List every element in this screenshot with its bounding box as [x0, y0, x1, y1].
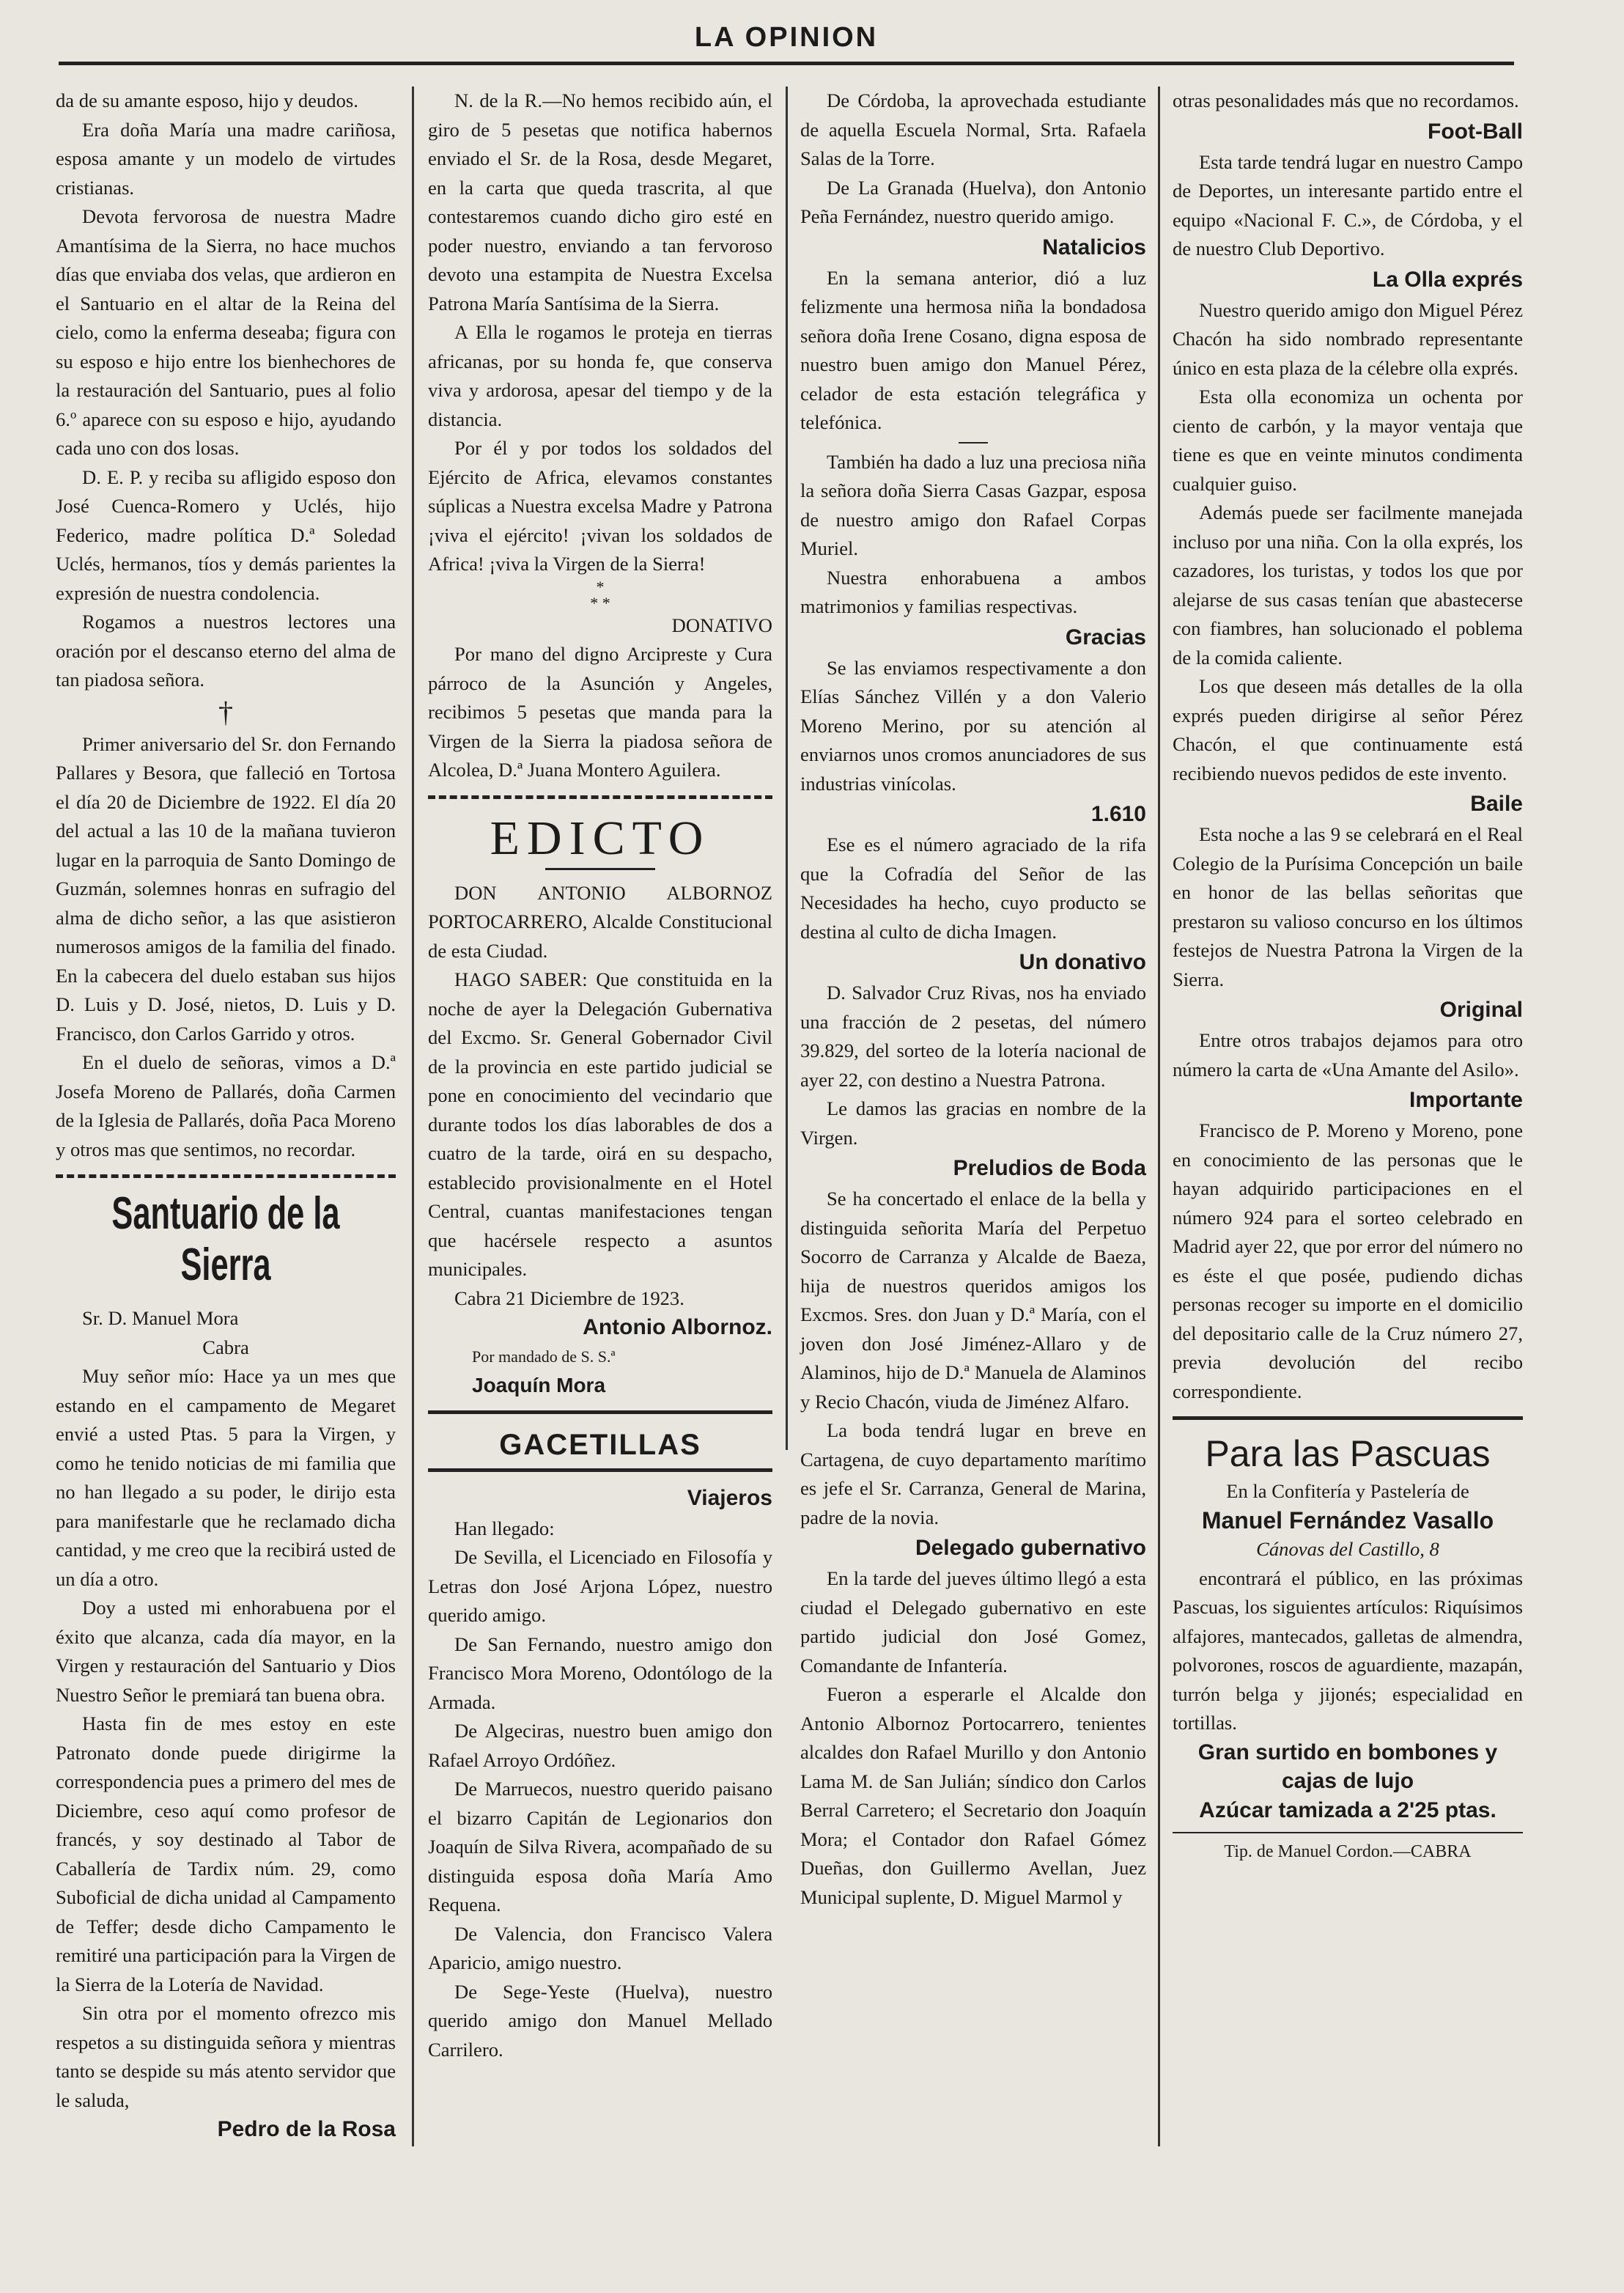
subheading: Viajeros	[687, 1485, 772, 1510]
column-1	[56, 87, 396, 2144]
paragraph: N. de la R.—No hemos recibido aún, el giro de 5 pesetas que notifica habernos enviado el Sr. de la Rosa, desde Megaret, en la carta que queda trascrita, al que contestaremos cuando dicho giro esté en poder nuestro, enviando a tan fervoroso devoto una estampita de Nuestra Excelsa Patrona María Santísima de la Sierra.	[428, 89, 772, 314]
paragraph: De Marruecos, nuestro querido paisano el bizarro Capitán de Legionarios don Joaquín de Silva Rivera, acompañado de su distinguida esposa doña María Amo Requena.	[428, 1778, 772, 1915]
subheading: DONATIVO	[671, 614, 772, 636]
paragraph: Han llegado:	[454, 1517, 555, 1539]
section-divider	[428, 795, 772, 799]
newspaper-title: LA OPINION	[694, 22, 879, 53]
subheading: 1.610	[1090, 802, 1146, 826]
column-divider	[412, 87, 414, 2146]
asterism: * * *	[590, 577, 610, 612]
paragraph: En el duelo de señoras, vimos a D.ª Josefa Moreno de Pallarés, doña Carmen de la Iglesia de Pallarés, doña Paca Moreno y otros mas que sentimos, no recordar.	[56, 1051, 396, 1160]
paragraph: Primer aniversario del Sr. don Fernando Pallares y Besora, que falleció en Tortosa el día 20 de Diciembre de 1922. El día 20 del actual a las 10 de la mañana tuvieron lugar en la parroquia de Santo Domingo de Guzmán, solemnes honras en sufragio del alma de dicho señor, a las que asistieron numerosos amigos de la familia del finado. En la cabecera del duelo estaban sus hijos D. Luis y D. José, nietos, D. Luis y D. Francisco, don Carlos Garrido y otros.	[56, 732, 396, 1045]
subheading: Original	[1439, 998, 1523, 1022]
section-divider	[56, 1174, 396, 1178]
ad-highlight: Azúcar tamizada a 2'25 ptas.	[1199, 1797, 1496, 1822]
title-underline	[545, 868, 655, 870]
subheading: Importante	[1409, 1088, 1523, 1112]
paragraph: A Ella le rogamos le proteja en tierras africanas, por su honda fe, que conserva viva y ardorosa, apesar del tiempo y de la distancia.	[428, 321, 772, 430]
ad-shop-name: Manuel Fernández Vasallo	[1201, 1506, 1494, 1534]
paragraph: De Córdoba, la aprovechada estudiante de aquella Escuela Normal, Srta. Rafaela Salas de la Torre.	[800, 89, 1146, 169]
edict-signature: Antonio Albornoz.	[583, 1315, 772, 1339]
paragraph: Devota fervorosa de nuestra Madre Amantísima de la Sierra, no hace muchos días que enviaba dos velas, que ardieron en el Santuario en el altar de la Reina del cielo, como la enferma deseaba; figura con su esposo e hijo entre los bienhechores de la restauración del Santuario, pues al folio 6.º aparece con su esposo e hijo, ayudando cada uno con dos losas.	[56, 205, 396, 459]
paragraph: Además puede ser facilmente manejada incluso por una niña. Con la olla exprés, los cazadores, los turistas, y todos los que por alejarse de sus casas tenían que abastecerse con fiambres, han solucionado el poblema de la comida caliente.	[1173, 501, 1523, 669]
paragraph: Esta noche a las 9 se celebrará en el Real Colegio de la Purísima Concepción un baile en honor de las bellas señoritas que prestaron su valioso concurso en los últimos festejos de Nuestra Patrona la Virgen de la Sierra.	[1173, 823, 1523, 990]
column-4	[1173, 87, 1523, 1867]
paragraph: Se las enviamos respectivamente a don Elías Sánchez Villén y a don Valerio Moreno Merino, por su atención al enviarnos unos cromos anunciadores de sus industrias vinícolas.	[800, 656, 1146, 795]
paragraph: También ha dado a luz una preciosa niña la señora doña Sierra Casas Gazpar, esposa de nuestro amigo don Rafael Corpas Muriel.	[800, 450, 1146, 559]
edict-secretary: Joaquín Mora	[472, 1374, 606, 1396]
subheading: Baile	[1470, 792, 1523, 816]
section-title: Santuario de la Sierra	[111, 1188, 340, 1290]
paragraph: Doy a usted mi enhorabuena por el éxito que alcanza, cada día mayor, en la Virgen y restauración del Santuario y Dios Nuestro Señor le premiará tan buena obra.	[56, 1597, 396, 1706]
edict-mandate: Por mandado de S. S.ª	[472, 1347, 616, 1366]
letter-city: Cabra	[202, 1336, 249, 1358]
paragraph: En la tarde del jueves último llegó a esta ciudad el Delegado gubernativo en este partido judicial don José Gomez, Comandante de Infantería.	[800, 1567, 1146, 1676]
paragraph: Francisco de P. Moreno y Moreno, pone en conocimiento de las personas que le hayan adquirido participaciones en el número 924 para el sorteo celebrado en Madrid ayer 22, que por error del número no es éste el que posée, pudiendo dichas personas recoger su importe en el domicilio del depositario calle de la Cruz número 27, previa devolución del recibo correspondiente.	[1173, 1119, 1523, 1402]
paragraph: da de su amante esposo, hijo y deudos.	[56, 89, 358, 111]
paragraph: D. E. P. y reciba su afligido esposo don José Cuenca-Romero y Uclés, hijo Federico, madre política D.ª Soledad Uclés, hermanos, tíos y demás parientes la expresión de nuestra condolencia.	[56, 465, 396, 604]
subheading: Preludios de Boda	[953, 1156, 1146, 1180]
ad-text: En la Confitería y Pastelería de	[1226, 1480, 1469, 1502]
cross-symbol: †	[218, 695, 233, 729]
subheading: Gracias	[1065, 625, 1146, 649]
column-3	[800, 87, 1146, 1912]
paragraph: Fueron a esperarle el Alcalde don Antonio Albornoz Portocarrero, tenientes alcaldes don Rafael Murillo y don Antonio Lama M. de San Julián; síndico don Carlos Berral Carretero; el Secretario don Joaquín Mora; el Contador don Rafael Gómez Dueñas, don Guillermo Avellan, Juez Municipal suplente, D. Miguel Marmol y	[800, 1683, 1146, 1908]
section-divider	[1173, 1832, 1523, 1833]
paragraph: HAGO SABER: Que constituida en la noche de ayer la Delegación Gubernativa del Excmo. Sr. General Gobernador Civil de la provincia en este partido judicial se pone en conocimiento del vecindario que durante todos los días laborables de dos a cuatro de la tarde, oirá en su despacho, establecido provisionalmente en el Hotel Central, cuantas manifestaciones tengan que hacérsele respecto a asuntos municipales.	[428, 968, 772, 1280]
ad-address: Cánovas del Castillo, 8	[1256, 1538, 1439, 1560]
paragraph: Por mano del digno Arcipreste y Cura párroco de la Asunción y Angeles, recibimos 5 pesetas que manda para la Virgen de la Sierra la piadosa señora de Alcolea, D.ª Juana Montero Aguilera.	[428, 643, 772, 781]
paragraph: Los que deseen más detalles de la olla exprés pueden dirigirse al señor Pérez Chacón, el que continuamente está recibiendo nuevos pedidos de este invento.	[1173, 675, 1523, 784]
column-divider	[1158, 87, 1160, 2146]
page-header	[59, 16, 1514, 67]
paragraph: En la semana anterior, dió a luz felizmente una hermosa niña la bondadosa señora doña Irene Cosano, digna esposa de nuestro buen amigo don Manuel Pérez, celador de esta estación telegráfica y telefónica.	[800, 266, 1146, 433]
paragraph: Nuestro querido amigo don Miguel Pérez Chacón ha sido nombrado representante único en esta plaza de la célebre olla exprés.	[1173, 298, 1523, 379]
paragraph: Esta olla economiza un ochenta por ciento de carbón, y la mayor ventaja que tiene es que en veinte minutos condimenta cualquier guiso.	[1173, 386, 1523, 495]
paragraph: Muy señor mío: Hace ya un mes que estando en el campamento de Megaret envié a usted Ptas. 5 para la Virgen, y como he tenido noticias de mi familia que no han llegado a su poder, le dirijo esta para manifestarle que he reclamado dicha cantidad, y me creo que la recibirá usted de un día a otro.	[56, 1365, 396, 1590]
paragraph: Entre otros trabajos dejamos para otro número la carta de «Una Amante del Asilo».	[1173, 1029, 1523, 1081]
signature: Pedro de la Rosa	[217, 2117, 396, 2141]
paragraph: De Algeciras, nuestro buen amigo don Rafael Arroyo Ordóñez.	[428, 1720, 772, 1771]
paragraph: Por él y por todos los soldados del Ejército de Africa, elevamos constantes súplicas a Nuestra excelsa Madre y Patrona ¡viva el ejército! ¡vivan los soldados de Africa! ¡viva la Virgen de la Sierra!	[428, 437, 772, 575]
paragraph: Ese es el número agraciado de la rifa que la Cofradía del Señor de las Necesidades ha hecho, cuyo producto se destina al culto de dicha Imagen.	[800, 833, 1146, 943]
paragraph: De La Granada (Huelva), don Antonio Peña Fernández, nuestro querido amigo.	[800, 176, 1146, 227]
paragraph: Esta tarde tendrá lugar en nuestro Campo de Deportes, un interesante partido entre el equipo «Nacional F. C.», de Córdoba, y el de nuestro Club Deportivo.	[1173, 150, 1523, 260]
paragraph: Nuestra enhorabuena a ambos matrimonios y familias respectivas.	[800, 566, 1146, 617]
header-rule	[59, 62, 1514, 65]
paragraph: otras pesonalidades más que no recordamos.	[1173, 89, 1519, 111]
short-rule	[959, 442, 988, 443]
paragraph: De Sevilla, el Licenciado en Filosofía y Letras don José Arjona López, nuestro querido amigo.	[428, 1546, 772, 1626]
gacetillas-title: GACETILLAS	[499, 1428, 701, 1461]
paragraph: De Valencia, don Francisco Valera Aparicio, amigo nuestro.	[428, 1922, 772, 1973]
paragraph: Se ha concertado el enlace de la bella y distinguida señorita María del Perpetuo Socorro de Carranza y Alcalde de Baeza, hija de nuestros queridos amigos los Excmos. Sres. don Juan y D.ª María, con el joven don José Jiménez-Allaro y de Alaminos, hijo de D.ª Manuela de Alaminos y Recio Chacón, viuda de Jiménez Alfaro.	[800, 1188, 1146, 1413]
paragraph: La boda tendrá lugar en breve en Cartagena, de cuyo departamento marítimo es jefe el Sr. Carranza, General de Marina, padre de la novia.	[800, 1419, 1146, 1528]
paragraph: Rogamos a nuestros lectores una oración por el descanso eterno del alma de tan piadosa señora.	[56, 611, 396, 691]
subheading: Natalicios	[1042, 235, 1146, 260]
paragraph: Era doña María una madre cariñosa, esposa amante y un modelo de virtudes cristianas.	[56, 118, 396, 199]
ad-text: encontrará el público, en las próximas Pascuas, los siguientes artículos: Riquísimos alfajores, mantecados, galletas de almendra, polvorones, roscos de aguardiente, mazapán, turrón belga y jijonés; especialidad en tortillas.	[1173, 1567, 1523, 1734]
subheading: Foot-Ball	[1428, 119, 1523, 144]
ad-title: Para las Pascuas	[1205, 1433, 1491, 1474]
edict-title: EDICTO	[490, 811, 711, 865]
paragraph: De San Fernando, nuestro amigo don Francisco Mora Moreno, Odontólogo de la Armada.	[428, 1633, 772, 1713]
paragraph: DON ANTONIO ALBORNOZ PORTOCARRERO, Alcalde Constitucional de esta Ciudad.	[428, 881, 772, 962]
paragraph: D. Salvador Cruz Rivas, nos ha enviado una fracción de 2 pesetas, del número 39.829, del sorteo de la lotería nacional de ayer 22, con destino a Nuestra Patrona.	[800, 982, 1146, 1091]
paragraph: De Sege-Yeste (Huelva), nuestro querido amigo don Manuel Mellado Carrilero.	[428, 1980, 772, 2061]
section-divider	[428, 1410, 772, 1414]
section-divider	[1173, 1416, 1523, 1420]
paragraph: Le damos las gracias en nombre de la Virgen.	[800, 1097, 1146, 1149]
column-divider	[786, 87, 788, 1450]
paragraph: Hasta fin de mes estoy en este Patronato donde puede dirigirme la correspondencia pues a primero del mes de Diciembre, ceso aquí como profesor de francés, y soy destinado al Tabor de Caballería de Tardix núm. 29, como Suboficial de dicha unidad al Campamento de Teffer; desde dicho Campamento le remitiré una participación para la Virgen de la Sierra de la Lotería de Navidad.	[56, 1712, 396, 1995]
ad-highlight: Gran surtido en bombones y cajas de lujo	[1197, 1740, 1498, 1793]
paragraph: Sin otra por el momento ofrezco mis respetos a su distinguida señora y mientras tanto se despide su más atento servidor que le saluda,	[56, 2002, 396, 2111]
subheading: Delegado gubernativo	[915, 1536, 1146, 1560]
letter-addressee: Sr. D. Manuel Mora	[82, 1307, 239, 1329]
subheading: Un donativo	[1019, 950, 1146, 974]
column-2	[428, 87, 772, 2064]
edict-date: Cabra 21 Diciembre de 1923.	[454, 1287, 684, 1309]
printer-footer: Tip. de Manuel Cordon.—CABRA	[1224, 1842, 1472, 1861]
section-divider	[428, 1468, 772, 1472]
subheading: La Olla exprés	[1372, 267, 1523, 292]
